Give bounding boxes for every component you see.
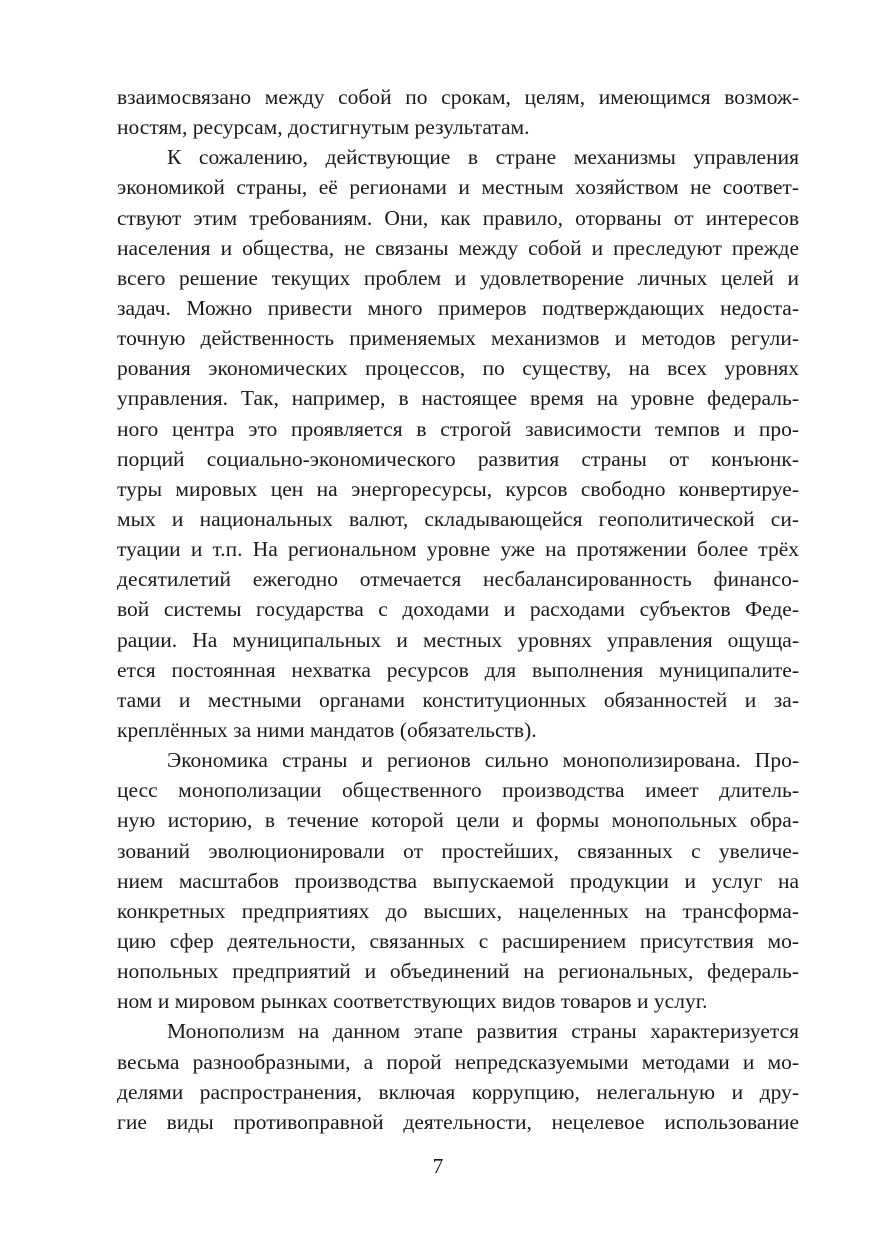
text-line: конкретных предприятиях до высших, нацеленных на трансформа- [117,898,799,923]
text-line: ную историю, в течение которой цели и формы монопольных обра- [117,808,799,833]
text-line: ностям, ресурсам, достигнутым результатам. [117,115,530,140]
text-line: тами и местными органами конституционных обязанностей и за- [117,687,799,712]
text-line: десятилетий ежегодно отмечается несбалансированность финансо- [117,567,799,592]
text-line: Экономика страны и регионов сильно монополизирована. Про- [167,748,799,773]
text-line: вой системы государства с доходами и расходами субъектов Феде- [117,597,799,622]
text-line: управления. Так, например, в настоящее время на уровне федераль- [117,386,799,411]
text-line: экономикой страны, её регионами и местным хозяйством не соответ- [117,175,799,200]
text-line: Монополизм на данном этапе развития страны характеризуется [167,1019,799,1044]
text-line: точную действенность применяемых механизмов и методов регули- [117,326,799,351]
paragraph [117,82,799,142]
text-line: ном и мировом рынках соответствующих видов товаров и услуг. [117,989,708,1014]
text-line: зований эволюционировали от простейших, связанных с увеличе- [117,838,799,863]
paragraph [117,1016,799,1137]
paragraph [117,142,799,745]
page-number: 7 [432,1154,444,1178]
text-line: ется постоянная нехватка ресурсов для выполнения муниципалите- [117,657,799,682]
text-line: весьма разнообразными, а порой непредсказуемыми методами и мо- [117,1049,799,1074]
text-line: мых и национальных валют, складывающейся геополитической си- [117,506,799,531]
text-line: задач. Можно привести много примеров подтверждающих недоста- [117,295,799,320]
text-line: туры мировых цен на энергоресурсы, курсов свободно конвертируе- [117,476,799,501]
text-line: нопольных предприятий и объединений на региональных, федераль- [117,959,799,984]
text-line: порций социально-экономического развития страны от конъюнк- [117,446,799,471]
text-line: делями распространения, включая коррупцию, нелегальную и дру- [117,1079,799,1104]
text-line: всего решение текущих проблем и удовлетворение личных целей и [117,265,799,290]
text-line: взаимосвязано между собой по срокам, целям, имеющимся возмож- [117,85,799,109]
text-line: цесс монополизации общественного производства имеет длитель- [117,778,799,803]
paragraph [117,745,799,1016]
text-line: населения и общества, не связаны между собой и преследуют прежде [117,235,799,260]
text-line: креплённых за ними мандатов (обязательств). [117,717,537,742]
text-line: рования экономических процессов, по существу, на всех уровнях [117,356,799,381]
text-line: К сожалению, действующие в стране механизмы управления [167,145,799,170]
text-line: рации. На муниципальных и местных уровнях управления ощуща- [117,627,799,652]
text-line: нием масштабов производства выпускаемой продукции и услуг на [117,868,799,893]
text-line: ствуют этим требованиям. Они, как правило, оторваны от интересов [117,205,799,230]
page-body [117,82,799,1137]
text-line: цию сфер деятельности, связанных с расширением присутствия мо- [117,928,799,953]
text-line: гие виды противоправной деятельности, нецелевое использование [117,1109,799,1134]
text-line: ного центра это проявляется в строгой зависимости темпов и про- [117,416,799,441]
text-line: туации и т.п. На региональном уровне уже на протяжении более трёх [117,537,799,562]
